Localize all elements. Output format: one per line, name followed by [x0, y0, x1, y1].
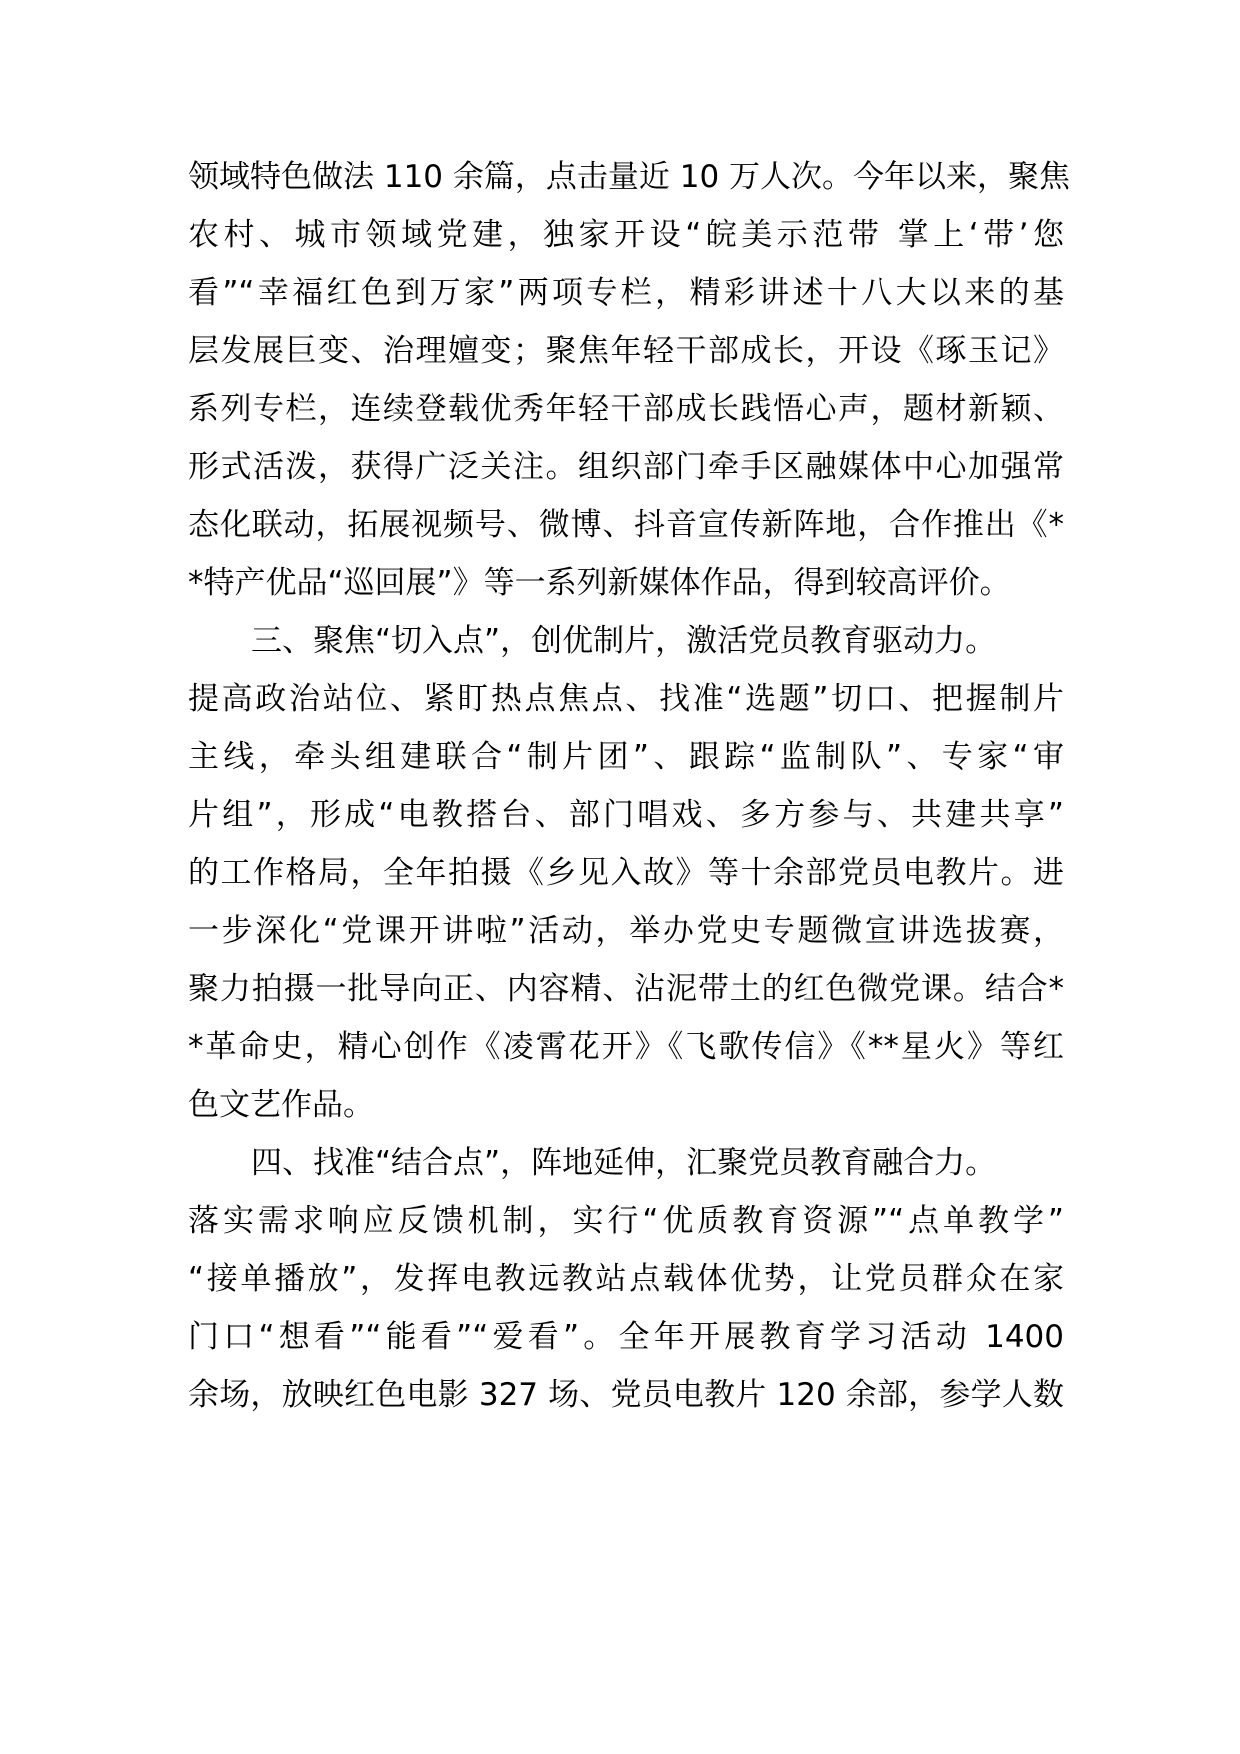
text-line: 层发展巨变、治理嬗变；聚焦年轻干部成长，开设《琢玉记》: [188, 333, 1064, 369]
text-line: 态化联动，拓展视频号、微博、抖音宣传新阵地，合作推出《*: [188, 507, 1064, 543]
text-line: *特产优品“巡回展”》等一系列新媒体作品，得到较高评价。: [188, 565, 1011, 601]
text-line: 余场，放映红色电影 327 场、党员电教片 120 余部，参学人数: [188, 1377, 1064, 1413]
text-line: 提高政治站位、紧盯热点焦点、找准“选题”切口、把握制片: [188, 681, 1064, 717]
text-line: 领域特色做法 110 余篇，点击量近 10 万人次。今年以来，聚焦: [188, 159, 1071, 195]
text-line: 门口“想看”“能看”“爱看”。全年开展教育学习活动 1400: [188, 1319, 1064, 1355]
text-line: 片组”，形成“电教搭台、部门唱戏、多方参与、共建共享”: [188, 797, 1064, 833]
text-line: “接单播放”，发挥电教远教站点载体优势，让党员群众在家: [188, 1261, 1064, 1297]
text-line: 色文艺作品。: [188, 1087, 374, 1123]
text-line: 一步深化“党课开讲啦”活动，举办党史专题微宣讲选拔赛，: [188, 913, 1064, 949]
text-line: 形式活泼，获得广泛关注。组织部门牵手区融媒体中心加强常: [188, 449, 1064, 485]
text-line: 聚力拍摄一批导向正、内容精、沾泥带土的红色微党课。结合*: [188, 971, 1064, 1007]
text-line: 系列专栏，连续登载优秀年轻干部成长践悟心声，题材新颖、: [188, 391, 1064, 427]
section-heading-four: 四、找准“结合点”，阵地延伸，汇聚党员教育融合力。: [251, 1145, 997, 1181]
text-line: 落实需求响应反馈机制，实行“优质教育资源”“点单教学”: [188, 1203, 1064, 1239]
section-heading-three: 三、聚焦“切入点”，创优制片，激活党员教育驱动力。: [251, 623, 997, 659]
text-line: 的工作格局，全年拍摄《乡见入故》等十余部党员电教片。进: [188, 855, 1064, 891]
text-line: 看”“幸福红色到万家”两项专栏，精彩讲述十八大以来的基: [188, 275, 1064, 311]
text-line: 农村、城市领域党建，独家开设“皖美示范带 掌上‘带’您: [188, 217, 1064, 253]
text-line: 主线，牵头组建联合“制片团”、跟踪“监制队”、专家“审: [188, 739, 1064, 775]
text-line: *革命史，精心创作《凌霄花开》《飞歌传信》《**星火》等红: [188, 1029, 1064, 1065]
